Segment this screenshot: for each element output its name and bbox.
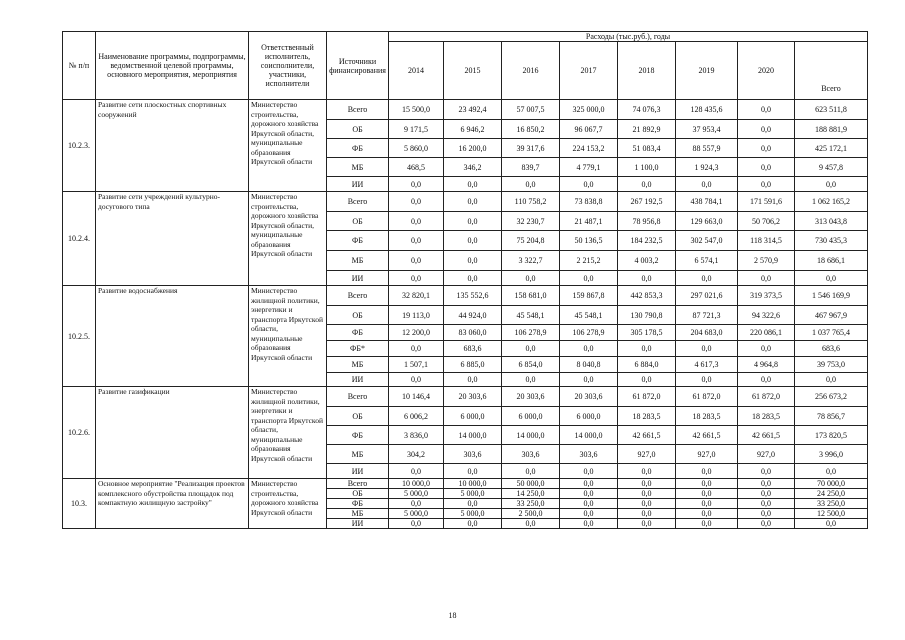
row-executor: Министерство строительства, дорожного хозяйства Иркутской области, муниципальные образования Иркутской области	[249, 100, 327, 192]
value-cell: 57 007,5	[502, 100, 560, 120]
value-cell: 1 100,0	[618, 158, 676, 177]
value-cell: 129 663,0	[676, 212, 738, 231]
value-cell: 171 591,6	[738, 192, 795, 212]
value-cell: 0,0	[738, 489, 795, 499]
funding-source: МБ	[327, 445, 389, 464]
value-cell: 683,6	[444, 341, 502, 357]
value-cell: 0,0	[738, 341, 795, 357]
value-cell: 128 435,6	[676, 100, 738, 120]
value-cell: 839,7	[502, 158, 560, 177]
value-cell: 0,0	[618, 479, 676, 489]
value-cell: 0,0	[560, 464, 618, 479]
value-cell: 927,0	[618, 445, 676, 464]
value-cell: 6 885,0	[444, 357, 502, 373]
value-cell: 325 000,0	[560, 100, 618, 120]
value-cell: 0,0	[389, 373, 444, 387]
funding-source: Всего	[327, 387, 389, 407]
funding-source: ИИ	[327, 464, 389, 479]
value-cell: 14 000,0	[444, 426, 502, 445]
row-code: 10.2.4.	[63, 192, 96, 286]
funding-source: ОБ	[327, 120, 389, 139]
funding-source: ОБ	[327, 212, 389, 231]
value-cell: 442 853,3	[618, 286, 676, 306]
funding-source: МБ	[327, 158, 389, 177]
value-cell: 158 681,0	[502, 286, 560, 306]
value-cell: 0,0	[676, 341, 738, 357]
funding-source: МБ	[327, 509, 389, 519]
value-cell: 304,2	[389, 445, 444, 464]
value-cell: 78 956,8	[618, 212, 676, 231]
value-cell: 0,0	[444, 251, 502, 271]
document-page	[62, 31, 867, 529]
value-cell: 87 721,3	[676, 306, 738, 325]
header-year: 2018	[618, 42, 676, 100]
funding-source: ФБ	[327, 231, 389, 251]
total-cell: 425 172,1	[795, 139, 868, 158]
value-cell: 3 322,7	[502, 251, 560, 271]
value-cell: 2 570,9	[738, 251, 795, 271]
value-cell: 18 283,5	[738, 407, 795, 426]
value-cell: 303,6	[444, 445, 502, 464]
value-cell: 10 000,0	[444, 479, 502, 489]
value-cell: 0,0	[444, 192, 502, 212]
value-cell: 75 204,8	[502, 231, 560, 251]
header-year: 2014	[389, 42, 444, 100]
total-cell: 12 500,0	[795, 509, 868, 519]
row-name: Развитие газификации	[96, 387, 249, 479]
value-cell: 44 924,0	[444, 306, 502, 325]
row-executor: Министерство жилищной политики, энергетики и транспорта Иркутской области, муниципальные образования Иркутской области	[249, 286, 327, 387]
value-cell: 6 000,0	[560, 407, 618, 426]
total-cell: 18 686,1	[795, 251, 868, 271]
value-cell: 6 946,2	[444, 120, 502, 139]
total-cell: 70 000,0	[795, 479, 868, 489]
value-cell: 0,0	[389, 177, 444, 192]
value-cell: 74 076,3	[618, 100, 676, 120]
row-executor: Министерство жилищной политики, энергетики и транспорта Иркутской области, муниципальные образования Иркутской области	[249, 387, 327, 479]
funding-source: ИИ	[327, 177, 389, 192]
total-cell: 0,0	[795, 464, 868, 479]
value-cell: 224 153,2	[560, 139, 618, 158]
value-cell: 204 683,0	[676, 325, 738, 341]
value-cell: 4 003,2	[618, 251, 676, 271]
value-cell: 0,0	[738, 100, 795, 120]
header-year: 2016	[502, 42, 560, 100]
header-expenses: Расходы (тыс.руб.), годы	[389, 32, 868, 42]
row-name: Развитие сети учреждений культурно-досугового типа	[96, 192, 249, 286]
value-cell: 0,0	[560, 177, 618, 192]
value-cell: 220 086,1	[738, 325, 795, 341]
value-cell: 5 000,0	[444, 509, 502, 519]
value-cell: 14 000,0	[560, 426, 618, 445]
value-cell: 8 040,8	[560, 357, 618, 373]
value-cell: 319 373,5	[738, 286, 795, 306]
value-cell: 302 547,0	[676, 231, 738, 251]
value-cell: 61 872,0	[618, 387, 676, 407]
value-cell: 5 000,0	[444, 489, 502, 499]
value-cell: 0,0	[676, 271, 738, 286]
value-cell: 42 661,5	[676, 426, 738, 445]
value-cell: 32 230,7	[502, 212, 560, 231]
value-cell: 6 574,1	[676, 251, 738, 271]
value-cell: 118 314,5	[738, 231, 795, 251]
value-cell: 0,0	[618, 489, 676, 499]
value-cell: 0,0	[444, 212, 502, 231]
header-year: 2020	[738, 42, 795, 100]
total-cell: 683,6	[795, 341, 868, 357]
value-cell: 19 113,0	[389, 306, 444, 325]
value-cell: 20 303,6	[560, 387, 618, 407]
value-cell: 0,0	[618, 373, 676, 387]
value-cell: 267 192,5	[618, 192, 676, 212]
value-cell: 106 278,9	[560, 325, 618, 341]
total-cell: 188 881,9	[795, 120, 868, 139]
value-cell: 303,6	[502, 445, 560, 464]
funding-source: ФБ*	[327, 341, 389, 357]
value-cell: 18 283,5	[618, 407, 676, 426]
value-cell: 0,0	[389, 192, 444, 212]
value-cell: 9 171,5	[389, 120, 444, 139]
table-row	[63, 286, 868, 306]
value-cell: 94 322,6	[738, 306, 795, 325]
value-cell: 23 492,4	[444, 100, 502, 120]
value-cell: 0,0	[389, 341, 444, 357]
funding-source: ФБ	[327, 325, 389, 341]
funding-source: МБ	[327, 251, 389, 271]
value-cell: 927,0	[676, 445, 738, 464]
value-cell: 110 758,2	[502, 192, 560, 212]
value-cell: 0,0	[738, 499, 795, 509]
total-cell: 39 753,0	[795, 357, 868, 373]
value-cell: 0,0	[738, 464, 795, 479]
value-cell: 0,0	[738, 120, 795, 139]
value-cell: 0,0	[502, 373, 560, 387]
value-cell: 159 867,8	[560, 286, 618, 306]
value-cell: 0,0	[676, 373, 738, 387]
total-cell: 3 996,0	[795, 445, 868, 464]
value-cell: 0,0	[444, 499, 502, 509]
value-cell: 1 507,1	[389, 357, 444, 373]
value-cell: 6 000,0	[444, 407, 502, 426]
value-cell: 184 232,5	[618, 231, 676, 251]
expenditure-table	[62, 31, 868, 529]
value-cell: 0,0	[738, 271, 795, 286]
value-cell: 1 924,3	[676, 158, 738, 177]
row-code: 10.3.	[63, 479, 96, 529]
value-cell: 0,0	[676, 177, 738, 192]
funding-source: ФБ	[327, 499, 389, 509]
value-cell: 21 487,1	[560, 212, 618, 231]
value-cell: 0,0	[560, 271, 618, 286]
value-cell: 297 021,6	[676, 286, 738, 306]
value-cell: 6 006,2	[389, 407, 444, 426]
value-cell: 0,0	[676, 519, 738, 529]
value-cell: 39 317,6	[502, 139, 560, 158]
value-cell: 0,0	[738, 139, 795, 158]
value-cell: 468,5	[389, 158, 444, 177]
page-number: 18	[448, 611, 457, 620]
value-cell: 14 000,0	[502, 426, 560, 445]
value-cell: 61 872,0	[738, 387, 795, 407]
value-cell: 0,0	[618, 341, 676, 357]
funding-source: ИИ	[327, 373, 389, 387]
value-cell: 0,0	[560, 341, 618, 357]
value-cell: 0,0	[389, 251, 444, 271]
row-code: 10.2.5.	[63, 286, 96, 387]
total-cell: 0,0	[795, 271, 868, 286]
value-cell: 5 000,0	[389, 489, 444, 499]
value-cell: 4 617,3	[676, 357, 738, 373]
value-cell: 0,0	[560, 479, 618, 489]
total-cell: 1 062 165,2	[795, 192, 868, 212]
value-cell: 16 850,2	[502, 120, 560, 139]
value-cell: 0,0	[502, 464, 560, 479]
value-cell: 88 557,9	[676, 139, 738, 158]
total-cell: 467 967,9	[795, 306, 868, 325]
header-year: 2015	[444, 42, 502, 100]
header-total: Всего	[795, 42, 868, 100]
total-cell: 1 546 169,9	[795, 286, 868, 306]
header-source: Источники финансирования	[327, 32, 389, 100]
value-cell: 51 083,4	[618, 139, 676, 158]
value-cell: 438 784,1	[676, 192, 738, 212]
value-cell: 0,0	[502, 271, 560, 286]
value-cell: 6 854,0	[502, 357, 560, 373]
header-num: № п/п	[63, 32, 96, 100]
row-code: 10.2.6.	[63, 387, 96, 479]
value-cell: 0,0	[389, 271, 444, 286]
value-cell: 73 838,8	[560, 192, 618, 212]
value-cell: 14 250,0	[502, 489, 560, 499]
value-cell: 0,0	[560, 373, 618, 387]
value-cell: 42 661,5	[618, 426, 676, 445]
value-cell: 50 136,5	[560, 231, 618, 251]
row-code: 10.2.3.	[63, 100, 96, 192]
value-cell: 50 706,2	[738, 212, 795, 231]
funding-source: ОБ	[327, 489, 389, 499]
value-cell: 0,0	[502, 177, 560, 192]
row-name: Основное мероприятие "Реализация проектов комплексного обустройства площадок под компактную жилищную застройку"	[96, 479, 249, 529]
total-cell: 78 856,7	[795, 407, 868, 426]
value-cell: 0,0	[389, 464, 444, 479]
value-cell: 16 200,0	[444, 139, 502, 158]
value-cell: 135 552,6	[444, 286, 502, 306]
value-cell: 10 146,4	[389, 387, 444, 407]
value-cell: 0,0	[444, 177, 502, 192]
value-cell: 0,0	[444, 464, 502, 479]
value-cell: 0,0	[676, 499, 738, 509]
value-cell: 0,0	[560, 499, 618, 509]
funding-source: ИИ	[327, 271, 389, 286]
header-year: 2019	[676, 42, 738, 100]
value-cell: 12 200,0	[389, 325, 444, 341]
value-cell: 3 836,0	[389, 426, 444, 445]
value-cell: 0,0	[738, 519, 795, 529]
value-cell: 2 215,2	[560, 251, 618, 271]
funding-source: МБ	[327, 357, 389, 373]
total-cell: 313 043,8	[795, 212, 868, 231]
value-cell: 21 892,9	[618, 120, 676, 139]
value-cell: 0,0	[738, 479, 795, 489]
total-cell: 1 037 765,4	[795, 325, 868, 341]
table-row	[63, 100, 868, 120]
value-cell: 0,0	[738, 373, 795, 387]
value-cell: 130 790,8	[618, 306, 676, 325]
value-cell: 0,0	[738, 509, 795, 519]
value-cell: 0,0	[738, 177, 795, 192]
total-cell: 623 511,8	[795, 100, 868, 120]
total-cell: 33 250,0	[795, 499, 868, 509]
value-cell: 0,0	[618, 271, 676, 286]
value-cell: 20 303,6	[444, 387, 502, 407]
row-executor: Министерство строительства, дорожного хозяйства Иркутской области	[249, 479, 327, 529]
funding-source: ФБ	[327, 139, 389, 158]
value-cell: 2 500,0	[502, 509, 560, 519]
value-cell: 0,0	[444, 519, 502, 529]
value-cell: 0,0	[444, 373, 502, 387]
value-cell: 0,0	[676, 509, 738, 519]
value-cell: 18 283,5	[676, 407, 738, 426]
value-cell: 6 000,0	[502, 407, 560, 426]
value-cell: 0,0	[738, 158, 795, 177]
value-cell: 0,0	[444, 271, 502, 286]
row-name: Развитие сети плоскостных спортивных сооружений	[96, 100, 249, 192]
value-cell: 0,0	[502, 341, 560, 357]
value-cell: 5 860,0	[389, 139, 444, 158]
funding-source: ОБ	[327, 306, 389, 325]
value-cell: 0,0	[618, 499, 676, 509]
funding-source: ИИ	[327, 519, 389, 529]
value-cell: 6 884,0	[618, 357, 676, 373]
value-cell: 4 779,1	[560, 158, 618, 177]
funding-source: Всего	[327, 192, 389, 212]
total-cell: 730 435,3	[795, 231, 868, 251]
value-cell: 5 000,0	[389, 509, 444, 519]
value-cell: 0,0	[618, 509, 676, 519]
value-cell: 4 964,8	[738, 357, 795, 373]
header-year: 2017	[560, 42, 618, 100]
value-cell: 305 178,5	[618, 325, 676, 341]
value-cell: 37 953,4	[676, 120, 738, 139]
total-cell: 0,0	[795, 519, 868, 529]
funding-source: ФБ	[327, 426, 389, 445]
table-row	[63, 192, 868, 212]
header-exec: Ответственный исполнитель, соисполнители, участники, исполнители	[249, 32, 327, 100]
total-cell: 173 820,5	[795, 426, 868, 445]
value-cell: 0,0	[389, 519, 444, 529]
total-cell: 24 250,0	[795, 489, 868, 499]
value-cell: 45 548,1	[502, 306, 560, 325]
value-cell: 20 303,6	[502, 387, 560, 407]
total-cell: 9 457,8	[795, 158, 868, 177]
value-cell: 0,0	[389, 499, 444, 509]
value-cell: 0,0	[389, 231, 444, 251]
total-cell: 0,0	[795, 177, 868, 192]
table-row	[63, 479, 868, 489]
funding-source: Всего	[327, 100, 389, 120]
value-cell: 33 250,0	[502, 499, 560, 509]
table-row	[63, 387, 868, 407]
total-cell: 0,0	[795, 373, 868, 387]
value-cell: 45 548,1	[560, 306, 618, 325]
value-cell: 15 500,0	[389, 100, 444, 120]
value-cell: 50 000,0	[502, 479, 560, 489]
funding-source: Всего	[327, 286, 389, 306]
value-cell: 32 820,1	[389, 286, 444, 306]
value-cell: 927,0	[738, 445, 795, 464]
value-cell: 61 872,0	[676, 387, 738, 407]
value-cell: 0,0	[389, 212, 444, 231]
value-cell: 0,0	[560, 489, 618, 499]
funding-source: Всего	[327, 479, 389, 489]
value-cell: 0,0	[676, 479, 738, 489]
value-cell: 0,0	[618, 464, 676, 479]
value-cell: 10 000,0	[389, 479, 444, 489]
total-cell: 256 673,2	[795, 387, 868, 407]
value-cell: 303,6	[560, 445, 618, 464]
row-name: Развитие водоснабжения	[96, 286, 249, 387]
value-cell: 83 060,0	[444, 325, 502, 341]
value-cell: 96 067,7	[560, 120, 618, 139]
value-cell: 0,0	[676, 464, 738, 479]
value-cell: 0,0	[618, 519, 676, 529]
value-cell: 0,0	[618, 177, 676, 192]
value-cell: 0,0	[560, 509, 618, 519]
header-name: Наименование программы, подпрограммы, ведомственной целевой программы, основного мероприятия, мероприятия	[96, 32, 249, 100]
value-cell: 346,2	[444, 158, 502, 177]
row-executor: Министерство строительства, дорожного хозяйства Иркутской области, муниципальные образования Иркутской области	[249, 192, 327, 286]
value-cell: 0,0	[676, 489, 738, 499]
value-cell: 106 278,9	[502, 325, 560, 341]
funding-source: ОБ	[327, 407, 389, 426]
value-cell: 0,0	[560, 519, 618, 529]
value-cell: 0,0	[444, 231, 502, 251]
value-cell: 42 661,5	[738, 426, 795, 445]
value-cell: 0,0	[502, 519, 560, 529]
